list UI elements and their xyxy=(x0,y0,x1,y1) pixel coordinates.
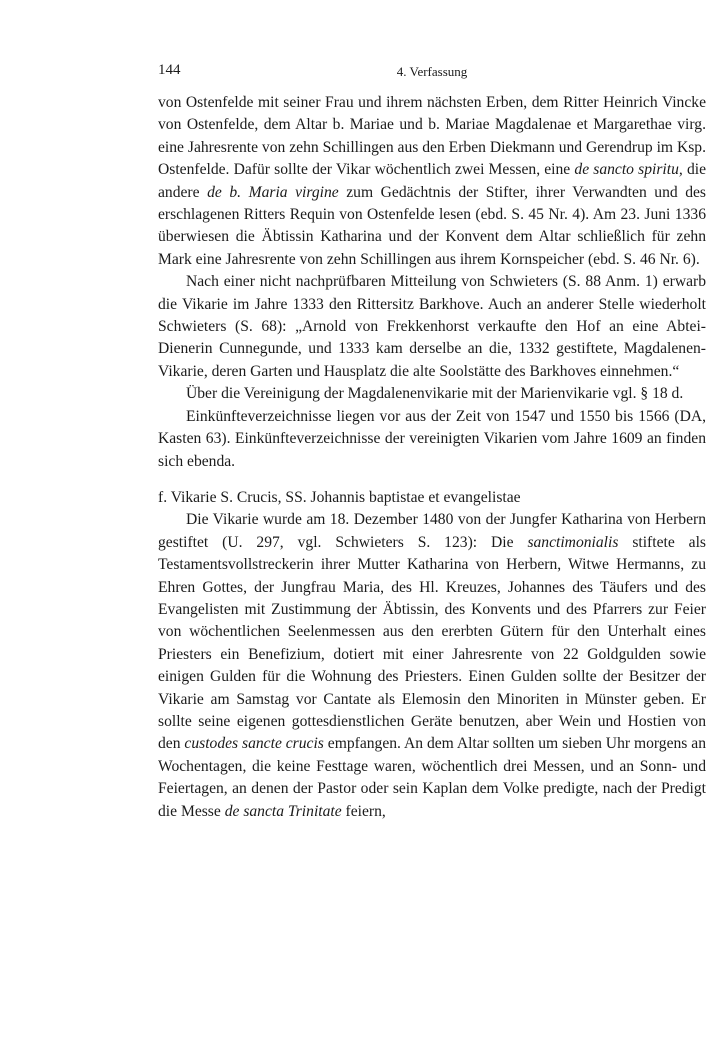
text-run: die andere xyxy=(158,161,706,201)
paragraph: Nach einer nicht nachprüfbaren Mitteilung von Schwieters (S. 88 Anm. 1) erwarb die Vikarie im Jahre 1333 den Rittersitz Barkhove. Auch an anderer Stelle wiederholt Schwieters (S. 68): „Arnold von Frekkenhorst verkaufte den Hof an eine Abtei-Dienerin Cunnegunde, und 1333 kam derselbe an die, 1332 gestiftete, Magdalenen-Vikarie, deren Garten und Hausplatz die alte Soolstätte des Barkhoves einnehmen.“ xyxy=(158,273,706,380)
text-run: von Ostenfelde mit seiner Frau und ihrem nächsten Erben, dem Ritter Heinrich Vincke von Ostenfelde, dem Altar b. Mariae und b. Mariae Magdalenae et Margarethae virg. eine Jahresrente von zehn Schillingen aus den Erben Diekmann und Gerendrup im Ksp. Ostenfelde. Dafür sollte der Vikar wöchentlich zwei Messen, eine xyxy=(158,94,706,179)
body-text xyxy=(158,92,706,823)
text-run: empfangen. An dem Altar sollten um sieben Uhr morgens an Wochentagen, die keine Festtage waren, wöchentlich drei Messen, und an Sonn- und Feiertagen, an denen der Pastor oder sein Kaplan dem Volke predigte, nach der Predigt die Messe xyxy=(158,735,706,820)
section-heading: f. Vikarie S. Crucis, SS. Johannis baptistae et evangelistae xyxy=(158,488,521,506)
italic-term: de sancto spiritu, xyxy=(574,161,683,179)
text-run: stiftete als Testamentsvollstreckerin ihrer Mutter Katharina von Herbern, Witwe Hermanns, zu Ehren Gottes, der Jungfrau Maria, des Hl. Kreuzes, Johannes des Täufers und des Evangelisten mit Zustimmung der Äbtissin, des Konvents und des Pfarrers zur Feier von wöchentlichen Seelenmessen aus den ererbten Gütern für den Unterhalt eines Priesters ein Benefizium, dotiert mit einer Jahresrente von 22 Goldgulden sowie einigen Gulden für die Wohnung des Priesters. Einen Gulden sollte der Besitzer der Vikarie am Samstag vor Cantate als Elemosin den Minoriten in Münster geben. Er sollte seine eigenen gottesdienstlichen Geräte benutzen, aber Wein und Hostien von den xyxy=(158,533,706,753)
italic-term: custodes sancte crucis xyxy=(184,735,324,753)
text-run: zum Gedächtnis der Stifter, ihrer Verwandten und des erschlagenen Ritters Requin von Ostenfelde lesen (ebd. S. 45 Nr. 4). Am 23. Juni 1336 überwiesen die Äbtissin Katharina und der Konvent dem Altar schließlich für zehn Mark eine Jahresrente von zehn Schillingen aus ihrem Kornspeicher (ebd. S. 46 Nr. 6). xyxy=(158,183,706,268)
text-run: Die Vikarie wurde am 18. Dezember 1480 von der Jungfer Katharina von Herbern gestiftet (U. 297, vgl. Schwieters S. 123): Die xyxy=(158,511,706,551)
book-page xyxy=(158,62,706,820)
italic-term: sanctimonialis xyxy=(527,533,619,551)
running-head: 4. Verfassung xyxy=(396,64,468,79)
paragraph xyxy=(158,509,706,823)
paragraph: Einkünfteverzeichnisse liegen vor aus der Zeit von 1547 und 1550 bis 1566 (DA, Kasten 63). Einkünfteverzeichnisse der vereinigten Vikarien vom Jahre 1609 an finden sich ebenda. xyxy=(158,407,706,470)
italic-term: de b. Maria virgine xyxy=(207,183,339,201)
page-number: 144 xyxy=(158,62,181,78)
italic-term: de sancta Trinitate xyxy=(224,802,342,820)
paragraph: Über die Vereinigung der Magdalenenvikarie mit der Marienvikarie vgl. § 18 d. xyxy=(186,385,684,403)
paragraph-continuation xyxy=(158,92,706,271)
text-run: feiern, xyxy=(341,802,386,820)
page-header xyxy=(158,62,706,84)
